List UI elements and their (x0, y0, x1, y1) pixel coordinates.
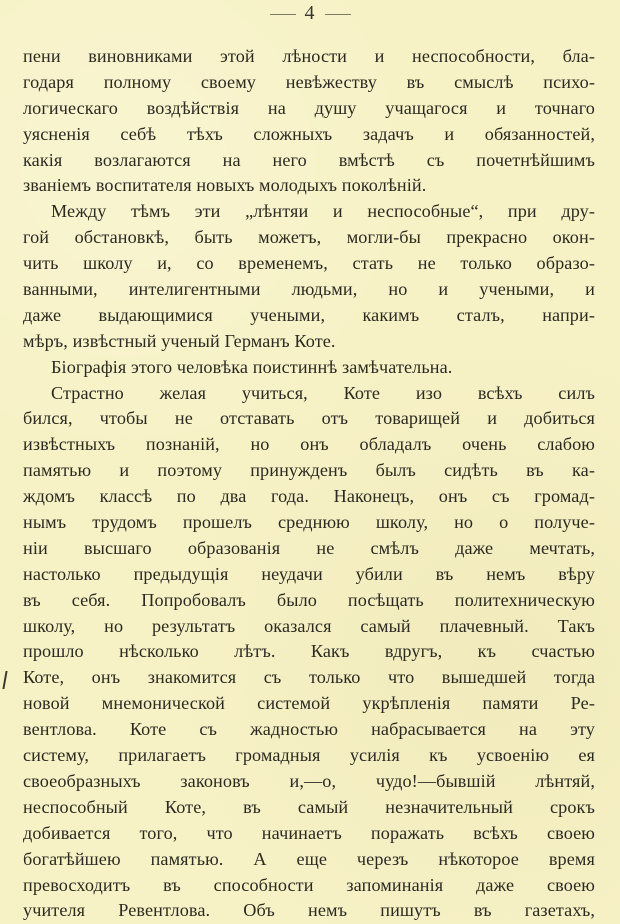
text-line: гой обстановкѣ, быть можетъ, могли-бы прекрасно окон- (23, 227, 595, 248)
text-line: Коте, онъ знакомится съ только что вышедшей тогда (23, 667, 595, 688)
right-dash (325, 14, 351, 15)
text-line: ніи высшаго образованія не смѣлъ даже мечтать, (23, 537, 595, 558)
text-line: добивается того, что начинаетъ поражать всѣхъ своею (23, 822, 595, 843)
text-line: своеобразныхъ законовъ и,—о, чудо!—бывшій лѣнтяй, (23, 770, 595, 791)
text-line: пени виновниками этой лѣности и неспособности, бла- (23, 46, 595, 66)
text-line: превосходитъ въ способности запоминанія даже своею (23, 874, 595, 895)
text-line: годаря полному своему невѣжеству въ смыслѣ психо- (23, 71, 595, 92)
text-line: систему, прилагаетъ громадныя усилія къ усвоенію ея (23, 745, 595, 766)
text-line: нымъ трудомъ прошелъ среднюю школу, но о получе- (23, 512, 595, 533)
text-line: какія возлагаются на него вмѣстѣ съ почетнѣйшимъ (23, 149, 595, 170)
text-line: богатѣйшею памятью. А еще черезъ нѣкоторое время (23, 848, 595, 869)
text-line: настолько предыдущія неудачи убили въ немъ вѣру (23, 563, 595, 584)
text-line: вентлова. Коте съ жадностью набрасывается на эту (23, 719, 595, 740)
text-line: мѣръ, извѣстный ученый Германъ Коте. (23, 330, 336, 351)
text-line: въ себя. Попробовалъ было посѣщать политехническую (23, 589, 595, 610)
text-line: бился, чтобы не отставать отъ товарищей и добиться (23, 408, 595, 429)
text-line: ждомъ классѣ по два года. Наконецъ, онъ съ громад- (23, 486, 595, 507)
text-line: учителя Ревентлова. Объ немъ пишутъ въ газетахъ, (23, 900, 595, 921)
text-line: уясненія себѣ тѣхъ сложныхъ задачъ и обязанностей, (23, 123, 595, 144)
left-dash (270, 14, 296, 15)
text-line: неспособный Коте, въ самый незначительный срокъ (23, 796, 595, 817)
text-line: прошло нѣсколько лѣтъ. Какъ вдругъ, къ счастью (23, 641, 595, 662)
text-line: извѣстныхъ познаній, но онъ обладалъ очень слабою (23, 434, 595, 455)
text-line: новой мнемонической системой укрѣпленія памяти Ре- (23, 693, 595, 714)
text-line: ванными, интелигентными людьми, но и учеными, и (23, 279, 595, 300)
text-line: Между тѣмъ эти „лѣнтяи и неспособные“, при дру- (51, 201, 595, 222)
text-line: Біографія этого человѣка поистиннѣ замѣчательна. (51, 356, 453, 377)
text-line: чить школу и, со временемъ, стать не только образо- (23, 253, 595, 274)
text-line: логическаго воздѣйствія на душу учащагося и точнаго (23, 97, 595, 118)
text-line: Страстно желая учиться, Коте изо всѣхъ силъ (51, 382, 595, 403)
margin-mark (2, 671, 7, 689)
page-number (0, 3, 620, 23)
text-line: школу, но результатъ оказался самый плачевный. Такъ (23, 615, 595, 636)
text-line: памятью и поэтому принужденъ былъ сидѣть въ ка- (23, 460, 595, 481)
page-text (23, 44, 595, 924)
text-line: даже выдающимися учеными, какимъ сталъ, напри- (23, 304, 595, 325)
text-line: званіемъ воспитателя новыхъ молодыхъ поколѣній. (23, 175, 427, 196)
page-number-text: 4 (304, 2, 316, 24)
